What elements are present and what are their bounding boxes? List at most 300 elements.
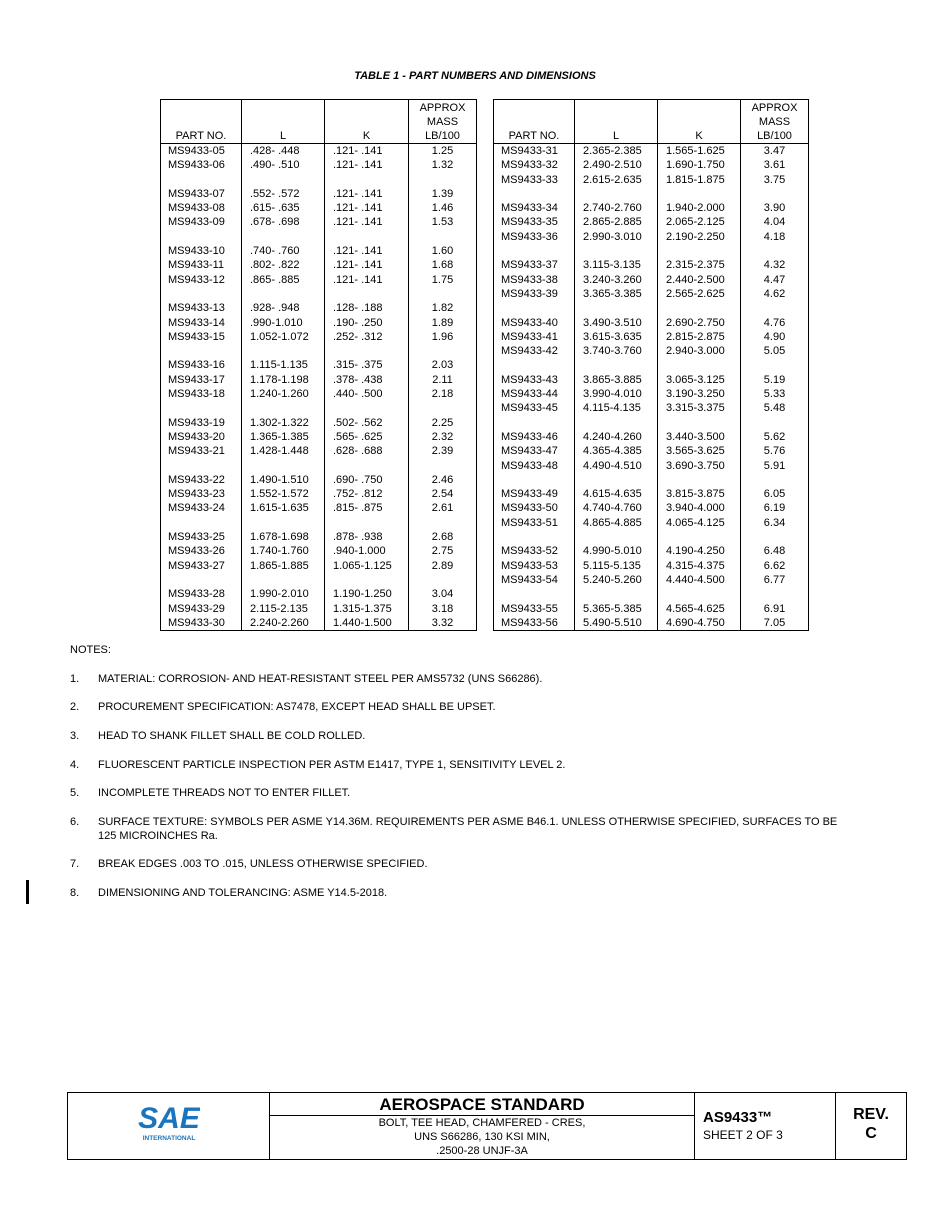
title-block bbox=[67, 1092, 907, 1160]
cell-l: 2.240-2.260 bbox=[242, 616, 325, 631]
cell-part-no: MS9433-38 bbox=[494, 273, 575, 287]
cell-l: 3.740-3.760 bbox=[575, 344, 658, 358]
part-table-right bbox=[493, 99, 809, 631]
cell-part-no: MS9433-23 bbox=[161, 487, 242, 501]
note-text: FLUORESCENT PARTICLE INSPECTION PER ASTM E1417, TYPE 1, SENSITIVITY LEVEL 2. bbox=[98, 759, 566, 771]
spacer-cell bbox=[741, 358, 809, 372]
table-row bbox=[161, 444, 477, 458]
group-spacer bbox=[494, 473, 809, 487]
spacer-cell bbox=[575, 416, 658, 430]
cell-mass: 4.32 bbox=[741, 258, 809, 272]
spacer-cell bbox=[658, 587, 741, 601]
cell-part-no: MS9433-44 bbox=[494, 387, 575, 401]
cell-k: .315- .375 bbox=[325, 358, 409, 372]
cell-mass: 2.39 bbox=[409, 444, 477, 458]
cell-l: 1.865-1.885 bbox=[242, 559, 325, 573]
cell-mass: 2.68 bbox=[409, 530, 477, 544]
table-row bbox=[494, 516, 809, 530]
spacer-cell bbox=[242, 516, 325, 530]
group-spacer bbox=[161, 287, 477, 301]
cell-mass: 6.91 bbox=[741, 602, 809, 616]
revision-value: C bbox=[865, 1125, 877, 1142]
part-table-left bbox=[160, 99, 477, 631]
cell-k: 4.440-4.500 bbox=[658, 573, 741, 587]
cell-part-no: MS9433-40 bbox=[494, 316, 575, 330]
spacer-cell bbox=[242, 173, 325, 187]
logo-subtext: INTERNATIONAL bbox=[142, 1135, 196, 1142]
spacer-cell bbox=[325, 573, 409, 587]
group-spacer bbox=[161, 516, 477, 530]
cell-k: 2.315-2.375 bbox=[658, 258, 741, 272]
cell-k: .502- .562 bbox=[325, 416, 409, 430]
cell-part-no: MS9433-37 bbox=[494, 258, 575, 272]
cell-part-no: MS9433-22 bbox=[161, 473, 242, 487]
cell-mass: 4.47 bbox=[741, 273, 809, 287]
table-row bbox=[494, 430, 809, 444]
cell-k: 2.440-2.500 bbox=[658, 273, 741, 287]
sheet-number: SHEET 2 OF 3 bbox=[703, 1128, 783, 1142]
spacer-cell bbox=[575, 530, 658, 544]
cell-l: 4.740-4.760 bbox=[575, 501, 658, 515]
cell-part-no: MS9433-21 bbox=[161, 444, 242, 458]
cell-mass: 6.48 bbox=[741, 544, 809, 558]
cell-k: 4.315-4.375 bbox=[658, 559, 741, 573]
header-mass bbox=[741, 100, 809, 144]
cell-part-no: MS9433-51 bbox=[494, 516, 575, 530]
table-row bbox=[161, 244, 477, 258]
cell-mass: 3.90 bbox=[741, 201, 809, 215]
cell-l: 3.615-3.635 bbox=[575, 330, 658, 344]
cell-mass: 1.25 bbox=[409, 144, 477, 159]
cell-k: .252- .312 bbox=[325, 330, 409, 344]
cell-l: 3.490-3.510 bbox=[575, 316, 658, 330]
note-text: SURFACE TEXTURE: SYMBOLS PER ASME Y14.36M. REQUIREMENTS PER ASME B46.1. UNLESS OTHERWISE SPECIFIED, SURFACES TO BE 125 MICROINCHES Ra. bbox=[98, 816, 838, 842]
group-spacer bbox=[494, 358, 809, 372]
spacer-cell bbox=[575, 587, 658, 601]
table-row bbox=[161, 187, 477, 201]
cell-part-no: MS9433-25 bbox=[161, 530, 242, 544]
group-spacer bbox=[494, 530, 809, 544]
cell-part-no: MS9433-50 bbox=[494, 501, 575, 515]
sae-logo-icon bbox=[138, 1101, 200, 1143]
cell-mass: 4.76 bbox=[741, 316, 809, 330]
header-l: L bbox=[575, 100, 658, 144]
cell-k: 2.940-3.000 bbox=[658, 344, 741, 358]
cell-mass: 1.39 bbox=[409, 187, 477, 201]
cell-part-no: MS9433-11 bbox=[161, 258, 242, 272]
table-row bbox=[161, 501, 477, 515]
header-l: L bbox=[242, 100, 325, 144]
spacer-cell bbox=[242, 401, 325, 415]
spacer-cell bbox=[658, 187, 741, 201]
cell-mass: 5.76 bbox=[741, 444, 809, 458]
cell-l: 1.052-1.072 bbox=[242, 330, 325, 344]
cell-k: .878- .938 bbox=[325, 530, 409, 544]
cell-l: 1.428-1.448 bbox=[242, 444, 325, 458]
table-row bbox=[494, 544, 809, 558]
cell-mass: 4.62 bbox=[741, 287, 809, 301]
cell-k: 1.065-1.125 bbox=[325, 559, 409, 573]
cell-k: .121- .141 bbox=[325, 215, 409, 229]
note-number: 5. bbox=[70, 787, 80, 799]
cell-k: 2.690-2.750 bbox=[658, 316, 741, 330]
cell-mass: 1.89 bbox=[409, 316, 477, 330]
header-mass-line2: MASS bbox=[426, 116, 459, 128]
note-number: 4. bbox=[70, 759, 80, 771]
table-row bbox=[494, 487, 809, 501]
cell-mass: 1.46 bbox=[409, 201, 477, 215]
cell-part-no: MS9433-17 bbox=[161, 373, 242, 387]
cell-k: .940-1.000 bbox=[325, 544, 409, 558]
cell-part-no: MS9433-39 bbox=[494, 287, 575, 301]
cell-l: 1.678-1.698 bbox=[242, 530, 325, 544]
table-row bbox=[161, 430, 477, 444]
cell-part-no: MS9433-06 bbox=[161, 158, 242, 172]
table-row bbox=[494, 173, 809, 187]
header-k: K bbox=[658, 100, 741, 144]
cell-k: .121- .141 bbox=[325, 244, 409, 258]
cell-part-no: MS9433-54 bbox=[494, 573, 575, 587]
cell-mass: 6.19 bbox=[741, 501, 809, 515]
header-k: K bbox=[325, 100, 409, 144]
table-row bbox=[161, 530, 477, 544]
cell-k: 3.190-3.250 bbox=[658, 387, 741, 401]
cell-part-no: MS9433-27 bbox=[161, 559, 242, 573]
cell-part-no: MS9433-19 bbox=[161, 416, 242, 430]
table-row bbox=[161, 544, 477, 558]
cell-l: .678- .698 bbox=[242, 215, 325, 229]
cell-k: 1.565-1.625 bbox=[658, 144, 741, 159]
table-row bbox=[494, 387, 809, 401]
spacer-cell bbox=[658, 530, 741, 544]
desc-line: BOLT, TEE HEAD, CHAMFERED - CRES, bbox=[378, 1117, 586, 1129]
logo-cell bbox=[68, 1093, 270, 1159]
cell-mass: 6.77 bbox=[741, 573, 809, 587]
cell-mass: 2.75 bbox=[409, 544, 477, 558]
cell-l: 2.490-2.510 bbox=[575, 158, 658, 172]
table-row bbox=[161, 258, 477, 272]
spacer-cell bbox=[325, 287, 409, 301]
table-row bbox=[161, 201, 477, 215]
header-mass-line1: APPROX bbox=[751, 102, 798, 114]
cell-l: 2.990-3.010 bbox=[575, 230, 658, 244]
table-row bbox=[161, 358, 477, 372]
cell-k: 1.940-2.000 bbox=[658, 201, 741, 215]
group-spacer bbox=[494, 187, 809, 201]
spacer-cell bbox=[325, 344, 409, 358]
cell-mass: 7.05 bbox=[741, 616, 809, 631]
cell-mass: 2.25 bbox=[409, 416, 477, 430]
spacer-cell bbox=[658, 244, 741, 258]
cell-k: .690- .750 bbox=[325, 473, 409, 487]
cell-k: .121- .141 bbox=[325, 144, 409, 159]
group-spacer bbox=[161, 344, 477, 358]
group-spacer bbox=[161, 230, 477, 244]
spacer-cell bbox=[161, 459, 242, 473]
table-row bbox=[494, 273, 809, 287]
table-row bbox=[494, 158, 809, 172]
cell-part-no: MS9433-28 bbox=[161, 587, 242, 601]
cell-mass: 1.75 bbox=[409, 273, 477, 287]
cell-k: 2.565-2.625 bbox=[658, 287, 741, 301]
spacer-cell bbox=[575, 187, 658, 201]
spacer-cell bbox=[161, 401, 242, 415]
spacer-cell bbox=[409, 287, 477, 301]
spacer-cell bbox=[161, 573, 242, 587]
note-text: MATERIAL: CORROSION- AND HEAT-RESISTANT STEEL PER AMS5732 (UNS S66286). bbox=[98, 673, 543, 685]
standard-heading: AEROSPACE STANDARD bbox=[270, 1093, 694, 1116]
cell-k: .752- .812 bbox=[325, 487, 409, 501]
cell-l: 3.115-3.135 bbox=[575, 258, 658, 272]
group-spacer bbox=[161, 401, 477, 415]
spacer-cell bbox=[242, 344, 325, 358]
cell-mass: 5.33 bbox=[741, 387, 809, 401]
cell-k: 1.690-1.750 bbox=[658, 158, 741, 172]
table-row bbox=[494, 201, 809, 215]
spacer-cell bbox=[575, 473, 658, 487]
cell-mass: 3.47 bbox=[741, 144, 809, 159]
cell-part-no: MS9433-35 bbox=[494, 215, 575, 229]
cell-part-no: MS9433-18 bbox=[161, 387, 242, 401]
cell-l: 1.365-1.385 bbox=[242, 430, 325, 444]
cell-l: 1.990-2.010 bbox=[242, 587, 325, 601]
spacer-cell bbox=[658, 358, 741, 372]
revision-cell bbox=[836, 1093, 906, 1159]
table-row bbox=[494, 215, 809, 229]
cell-part-no: MS9433-32 bbox=[494, 158, 575, 172]
header-mass-line1: APPROX bbox=[419, 102, 466, 114]
cell-k: 2.815-2.875 bbox=[658, 330, 741, 344]
cell-k: 4.065-4.125 bbox=[658, 516, 741, 530]
cell-part-no: MS9433-20 bbox=[161, 430, 242, 444]
cell-mass: 6.05 bbox=[741, 487, 809, 501]
cell-l: .615- .635 bbox=[242, 201, 325, 215]
cell-k: .121- .141 bbox=[325, 258, 409, 272]
cell-l: 1.115-1.135 bbox=[242, 358, 325, 372]
cell-k: .815- .875 bbox=[325, 501, 409, 515]
spacer-cell bbox=[658, 416, 741, 430]
cell-l: 2.365-2.385 bbox=[575, 144, 658, 159]
spacer-cell bbox=[741, 473, 809, 487]
spacer-cell bbox=[161, 344, 242, 358]
cell-mass: 3.61 bbox=[741, 158, 809, 172]
spacer-cell bbox=[741, 187, 809, 201]
table-row bbox=[161, 473, 477, 487]
cell-part-no: MS9433-31 bbox=[494, 144, 575, 159]
note-number: 3. bbox=[70, 730, 80, 742]
cell-l: 4.240-4.260 bbox=[575, 430, 658, 444]
table-row bbox=[494, 330, 809, 344]
cell-part-no: MS9433-09 bbox=[161, 215, 242, 229]
cell-mass: 6.34 bbox=[741, 516, 809, 530]
cell-l: 1.490-1.510 bbox=[242, 473, 325, 487]
cell-part-no: MS9433-15 bbox=[161, 330, 242, 344]
cell-part-no: MS9433-49 bbox=[494, 487, 575, 501]
cell-l: 2.740-2.760 bbox=[575, 201, 658, 215]
cell-l: 1.552-1.572 bbox=[242, 487, 325, 501]
desc-line: UNS S66286, 130 KSI MIN, bbox=[414, 1131, 550, 1143]
cell-k: .128- .188 bbox=[325, 301, 409, 315]
table-row bbox=[161, 215, 477, 229]
cell-l: 5.365-5.385 bbox=[575, 602, 658, 616]
cell-k: 1.815-1.875 bbox=[658, 173, 741, 187]
cell-part-no: MS9433-56 bbox=[494, 616, 575, 631]
spacer-cell bbox=[741, 530, 809, 544]
cell-part-no: MS9433-12 bbox=[161, 273, 242, 287]
cell-l: 1.615-1.635 bbox=[242, 501, 325, 515]
spacer-cell bbox=[494, 530, 575, 544]
note-number: 2. bbox=[70, 701, 80, 713]
table-row bbox=[494, 316, 809, 330]
cell-mass: 4.04 bbox=[741, 215, 809, 229]
cell-part-no: MS9433-30 bbox=[161, 616, 242, 631]
cell-part-no: MS9433-45 bbox=[494, 401, 575, 415]
table-header bbox=[161, 100, 477, 144]
cell-k: 3.440-3.500 bbox=[658, 430, 741, 444]
table-body-right bbox=[494, 144, 809, 631]
note-number: 1. bbox=[70, 673, 80, 685]
header-mass bbox=[409, 100, 477, 144]
cell-l: 2.865-2.885 bbox=[575, 215, 658, 229]
cell-part-no: MS9433-08 bbox=[161, 201, 242, 215]
cell-mass: 3.04 bbox=[409, 587, 477, 601]
cell-mass: 2.18 bbox=[409, 387, 477, 401]
cell-k: 1.190-1.250 bbox=[325, 587, 409, 601]
cell-k: .378- .438 bbox=[325, 373, 409, 387]
cell-l: .490- .510 bbox=[242, 158, 325, 172]
cell-l: 4.990-5.010 bbox=[575, 544, 658, 558]
cell-part-no: MS9433-13 bbox=[161, 301, 242, 315]
spacer-cell bbox=[242, 287, 325, 301]
table-row bbox=[161, 387, 477, 401]
cell-l: 3.365-3.385 bbox=[575, 287, 658, 301]
cell-k: .121- .141 bbox=[325, 187, 409, 201]
spacer-cell bbox=[741, 416, 809, 430]
cell-mass: 2.03 bbox=[409, 358, 477, 372]
cell-part-no: MS9433-43 bbox=[494, 373, 575, 387]
table-row bbox=[494, 459, 809, 473]
cell-part-no: MS9433-14 bbox=[161, 316, 242, 330]
standard-description bbox=[270, 1116, 694, 1158]
doc-number-cell bbox=[695, 1093, 836, 1159]
spacer-cell bbox=[741, 244, 809, 258]
spacer-cell bbox=[409, 344, 477, 358]
spacer-cell bbox=[242, 230, 325, 244]
cell-mass: 3.18 bbox=[409, 602, 477, 616]
table-row bbox=[161, 273, 477, 287]
cell-l: 1.178-1.198 bbox=[242, 373, 325, 387]
table-row bbox=[494, 144, 809, 159]
table-row bbox=[161, 316, 477, 330]
cell-k: 3.065-3.125 bbox=[658, 373, 741, 387]
cell-part-no: MS9433-16 bbox=[161, 358, 242, 372]
note-text: HEAD TO SHANK FILLET SHALL BE COLD ROLLED. bbox=[98, 730, 366, 742]
table-row bbox=[161, 616, 477, 631]
cell-k: .565- .625 bbox=[325, 430, 409, 444]
cell-part-no: MS9433-10 bbox=[161, 244, 242, 258]
cell-k: 3.940-4.000 bbox=[658, 501, 741, 515]
note-number: 6. bbox=[70, 816, 80, 828]
cell-k: 2.190-2.250 bbox=[658, 230, 741, 244]
cell-mass: 5.48 bbox=[741, 401, 809, 415]
notes-heading: NOTES: bbox=[70, 644, 111, 656]
cell-mass: 5.05 bbox=[741, 344, 809, 358]
cell-part-no: MS9433-33 bbox=[494, 173, 575, 187]
spacer-cell bbox=[409, 173, 477, 187]
cell-mass: 2.11 bbox=[409, 373, 477, 387]
spacer-cell bbox=[494, 473, 575, 487]
cell-l: 2.115-2.135 bbox=[242, 602, 325, 616]
spacer-cell bbox=[242, 459, 325, 473]
spacer-cell bbox=[325, 516, 409, 530]
cell-part-no: MS9433-29 bbox=[161, 602, 242, 616]
cell-l: 2.615-2.635 bbox=[575, 173, 658, 187]
logo-text: SAE bbox=[138, 1102, 200, 1135]
spacer-cell bbox=[325, 401, 409, 415]
cell-mass: 1.82 bbox=[409, 301, 477, 315]
group-spacer bbox=[161, 173, 477, 187]
header-part-no: PART NO. bbox=[494, 100, 575, 144]
spacer-cell bbox=[658, 301, 741, 315]
cell-l: 4.115-4.135 bbox=[575, 401, 658, 415]
spacer-cell bbox=[161, 287, 242, 301]
spacer-cell bbox=[161, 230, 242, 244]
cell-mass: 2.32 bbox=[409, 430, 477, 444]
table-body-left bbox=[161, 144, 477, 631]
cell-k: 1.440-1.500 bbox=[325, 616, 409, 631]
cell-k: .440- .500 bbox=[325, 387, 409, 401]
table-row bbox=[161, 602, 477, 616]
note-text: PROCUREMENT SPECIFICATION: AS7478, EXCEPT HEAD SHALL BE UPSET. bbox=[98, 701, 496, 713]
table-row bbox=[494, 373, 809, 387]
spacer-cell bbox=[409, 516, 477, 530]
desc-line: .2500-28 UNJF-3A bbox=[436, 1145, 528, 1157]
cell-mass: 6.62 bbox=[741, 559, 809, 573]
spacer-cell bbox=[161, 173, 242, 187]
cell-l: .428- .448 bbox=[242, 144, 325, 159]
cell-part-no: MS9433-53 bbox=[494, 559, 575, 573]
spacer-cell bbox=[409, 459, 477, 473]
cell-l: 3.865-3.885 bbox=[575, 373, 658, 387]
table-row bbox=[494, 559, 809, 573]
cell-mass: 5.19 bbox=[741, 373, 809, 387]
table-row bbox=[494, 401, 809, 415]
cell-mass: 1.32 bbox=[409, 158, 477, 172]
header-part-no: PART NO. bbox=[161, 100, 242, 144]
spacer-cell bbox=[741, 587, 809, 601]
cell-mass: 1.96 bbox=[409, 330, 477, 344]
spacer-cell bbox=[741, 301, 809, 315]
cell-k: 3.565-3.625 bbox=[658, 444, 741, 458]
header-mass-line3: LB/100 bbox=[425, 130, 460, 142]
note-number: 7. bbox=[70, 858, 80, 870]
table-row bbox=[161, 373, 477, 387]
cell-l: 3.990-4.010 bbox=[575, 387, 658, 401]
table-row bbox=[494, 444, 809, 458]
cell-l: 3.240-3.260 bbox=[575, 273, 658, 287]
group-spacer bbox=[161, 573, 477, 587]
cell-k: .190- .250 bbox=[325, 316, 409, 330]
table-row bbox=[161, 144, 477, 159]
cell-l: 1.240-1.260 bbox=[242, 387, 325, 401]
cell-part-no: MS9433-48 bbox=[494, 459, 575, 473]
revision-label: REV. bbox=[853, 1106, 889, 1123]
cell-l: 5.490-5.510 bbox=[575, 616, 658, 631]
table-row bbox=[161, 587, 477, 601]
doc-number: AS9433™ bbox=[703, 1109, 773, 1126]
spacer-cell bbox=[242, 573, 325, 587]
spacer-cell bbox=[409, 401, 477, 415]
